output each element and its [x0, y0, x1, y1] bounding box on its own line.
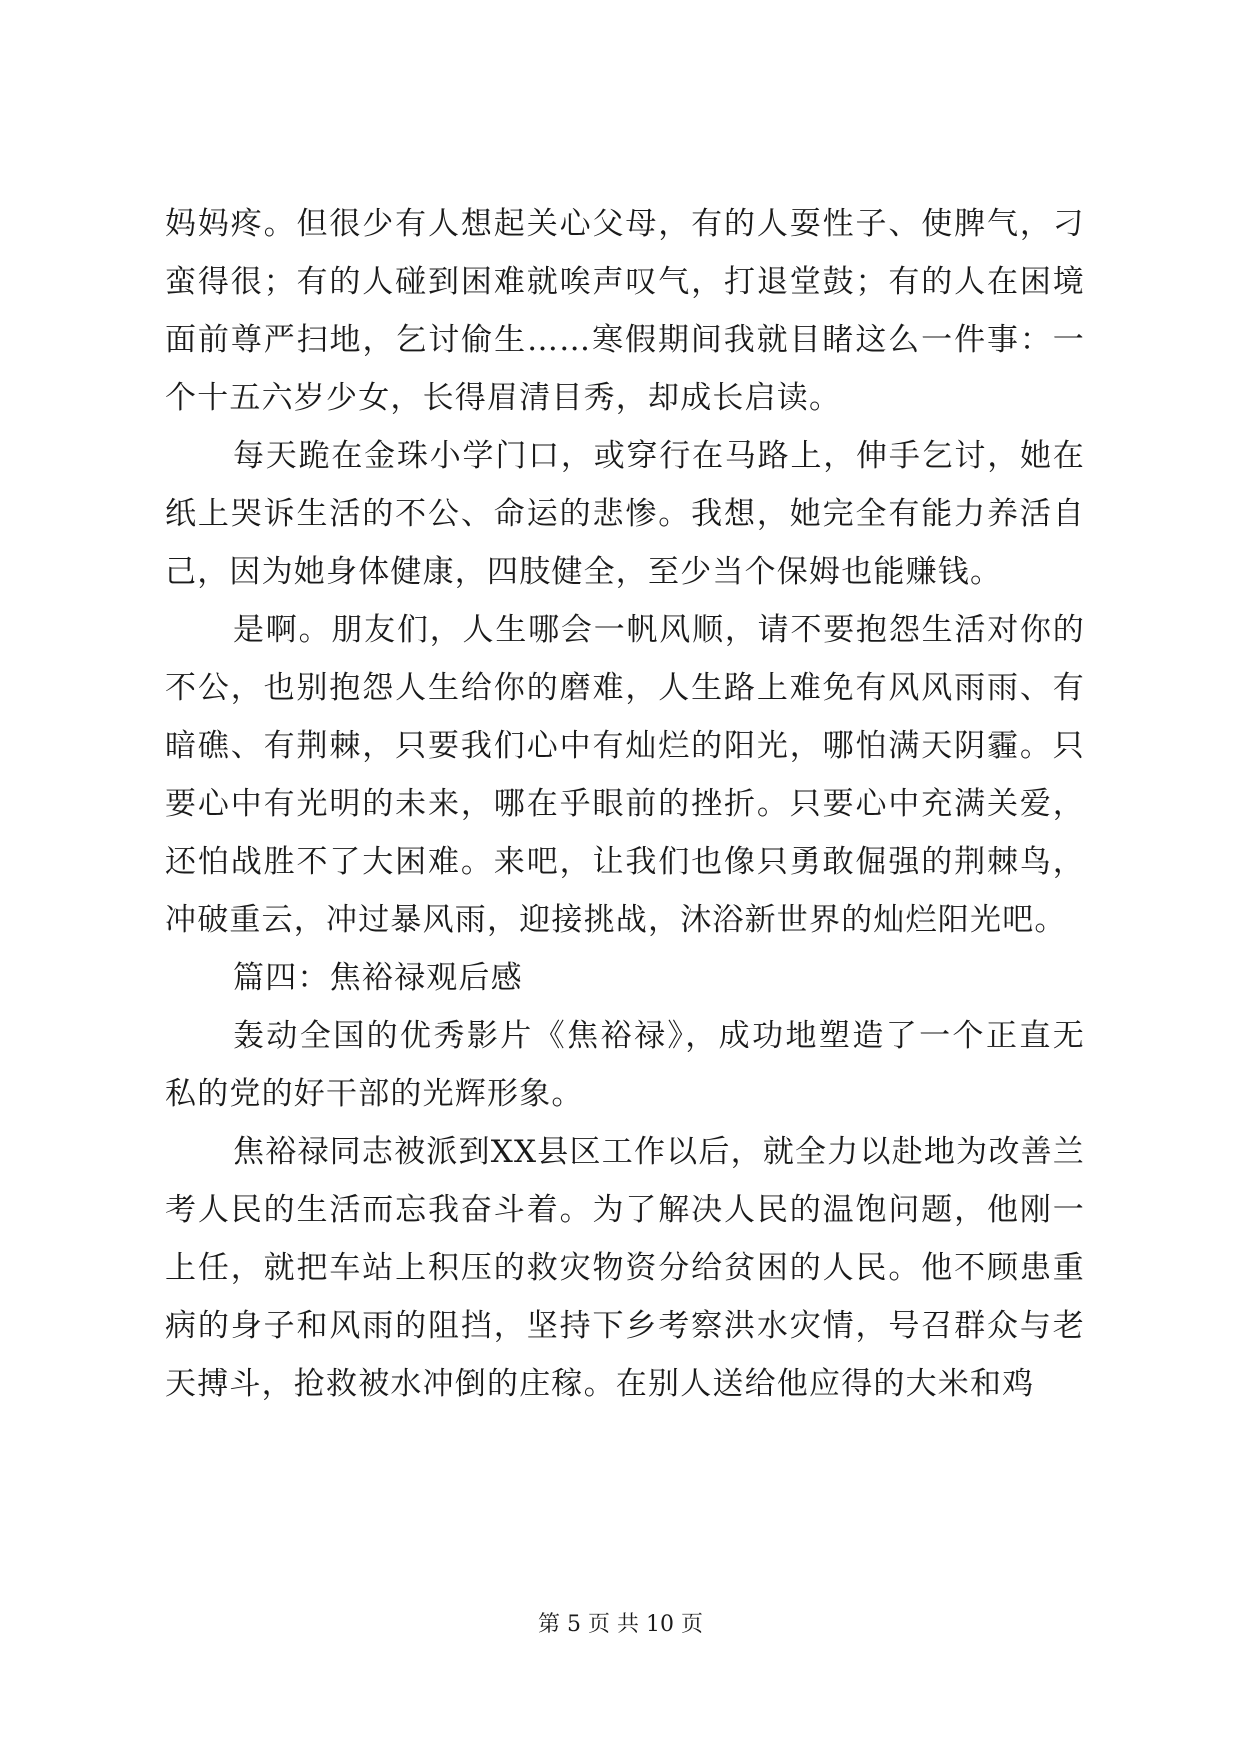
paragraph-film-intro: 轰动全国的优秀影片《焦裕禄》，成功地塑造了一个正直无私的党的好干部的光辉形象。 [165, 1018, 1085, 1112]
paragraph-friends: 是啊。朋友们，人生哪会一帆风顺，请不要抱怨生活对你的不公，也别抱怨人生给你的磨难，人生路上难免有风风雨雨、有暗礁、有荆棘，只要我们心中有灿烂的阳光，哪怕满天阴霾。只要心中有光明的未来，哪在乎眼前的挫折。只要心中充满关爱，还怕战胜不了大困难。来吧，让我们也像只勇敢倔强的荆棘鸟，冲破重云，冲过暴风雨，迎接挑战，沐浴新世界的灿烂阳光吧。 [165, 612, 1085, 938]
page-number-footer: 第 5 页 共 10 页 [538, 1612, 703, 1637]
document-body [165, 195, 1085, 1413]
paragraph-jiao-yulu: 焦裕禄同志被派到XX县区工作以后，就全力以赴地为改善兰考人民的生活而忘我奋斗着。为了解决人民的温饱问题，他刚一上任，就把车站上积压的救灾物资分给贫困的人民。他不顾患重病的身子和风雨的阻挡，坚持下乡考察洪水灾情，号召群众与老天搏斗，抢救被水冲倒的庄稼。在别人送给他应得的大米和鸡 [165, 1134, 1085, 1402]
paragraph-continued: 妈妈疼。但很少有人想起关心父母，有的人耍性子、使脾气，刁蛮得很；有的人碰到困难就唉声叹气，打退堂鼓；有的人在困境面前尊严扫地，乞讨偷生……寒假期间我就目睹这么一件事：一个十五六岁少女，长得眉清目秀，却成长启读。 [165, 206, 1085, 416]
section-heading: 篇四：焦裕禄观后感 [233, 960, 523, 996]
paragraph-beggar-girl: 每天跪在金珠小学门口，或穿行在马路上，伸手乞讨，她在纸上哭诉生活的不公、命运的悲惨。我想，她完全有能力养活自己，因为她身体健康，四肢健全，至少当个保姆也能赚钱。 [165, 438, 1085, 590]
